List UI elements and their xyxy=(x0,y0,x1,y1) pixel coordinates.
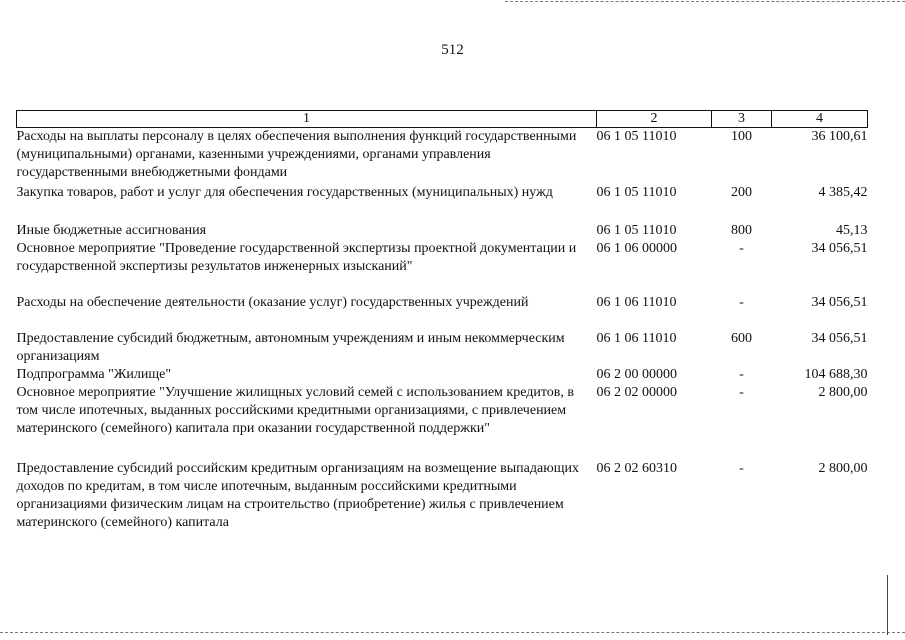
row-amount: 104 688,30 xyxy=(804,367,868,382)
row-name: Предоставление субсидий российским кредитным организациям на возмещение выпадающих доходов по кредитам, в том числе ипотечным, выданным российскими кредитными организациями физическим лицам на строительство (приобретение) жилья с привлечением материнского (семейного) капитала xyxy=(16,461,579,530)
row-amount: 45,13 xyxy=(836,223,868,238)
table-row xyxy=(17,222,868,240)
row-type: 100 xyxy=(731,129,752,144)
row-type: 200 xyxy=(731,185,752,200)
header-col-4: 4 xyxy=(772,111,868,128)
scan-edge-bottom xyxy=(0,632,905,633)
row-code: 06 1 05 11010 xyxy=(596,185,677,200)
row-name: Основное мероприятие "Улучшение жилищных условий семей с использованием кредитов, в том числе ипотечных, выданных российскими кредитными организациями, с привлечением материнского (семейного) капитала при оказании государственной поддержки" xyxy=(16,385,575,436)
row-code: 06 2 00 00000 xyxy=(596,367,677,382)
row-name: Подпрограмма "Жилище" xyxy=(16,367,172,382)
scan-edge-right xyxy=(887,575,888,635)
header-row xyxy=(17,111,868,128)
row-type: - xyxy=(739,461,744,476)
scan-edge-top xyxy=(505,1,905,2)
row-name: Расходы на обеспечение деятельности (оказание услуг) государственных учреждений xyxy=(16,295,529,310)
table-row xyxy=(17,182,868,222)
table-row xyxy=(17,384,868,460)
row-code: 06 2 02 60310 xyxy=(596,461,677,476)
row-code: 06 1 05 11010 xyxy=(596,129,677,144)
row-amount: 34 056,51 xyxy=(811,241,868,256)
row-amount: 2 800,00 xyxy=(818,385,868,400)
row-code: 06 2 02 00000 xyxy=(596,385,677,400)
row-type: - xyxy=(739,385,744,400)
row-amount: 34 056,51 xyxy=(811,295,868,310)
row-name: Закупка товаров, работ и услуг для обеспечения государственных (муниципальных) нужд xyxy=(16,185,553,200)
row-type: 800 xyxy=(731,223,752,238)
row-amount: 36 100,61 xyxy=(811,129,868,144)
header-col-3: 3 xyxy=(712,111,772,128)
header-col-2: 2 xyxy=(597,111,712,128)
table-row xyxy=(17,128,868,183)
row-code: 06 1 06 11010 xyxy=(596,295,677,310)
row-type: 600 xyxy=(731,331,752,346)
row-name: Основное мероприятие "Проведение государственной экспертизы проектной документации и государственной экспертизы результатов инженерных изысканий" xyxy=(16,241,577,274)
row-amount: 4 385,42 xyxy=(818,185,868,200)
row-code: 06 1 06 11010 xyxy=(596,331,677,346)
row-type: - xyxy=(739,367,744,382)
row-amount: 34 056,51 xyxy=(811,331,868,346)
row-type: - xyxy=(739,241,744,256)
table-row xyxy=(17,240,868,290)
row-amount: 2 800,00 xyxy=(818,461,868,476)
table-row xyxy=(17,290,868,330)
page-number: 512 xyxy=(441,42,464,58)
row-name: Иные бюджетные ассигнования xyxy=(16,223,207,238)
table-row xyxy=(17,330,868,366)
row-code: 06 1 06 00000 xyxy=(596,241,677,256)
table-row xyxy=(17,366,868,384)
row-code: 06 1 05 11010 xyxy=(596,223,677,238)
row-type: - xyxy=(739,295,744,310)
header-col-1: 1 xyxy=(17,111,597,128)
row-name: Расходы на выплаты персоналу в целях обеспечения выполнения функций государственными (муниципальными) органами, казенными учреждениями, органами управления государственными внебюджетными фондами xyxy=(16,129,577,180)
table-row xyxy=(17,460,868,532)
row-name: Предоставление субсидий бюджетным, автономным учреждениям и иным некоммерческим организациям xyxy=(16,331,565,364)
budget-table xyxy=(16,110,868,532)
